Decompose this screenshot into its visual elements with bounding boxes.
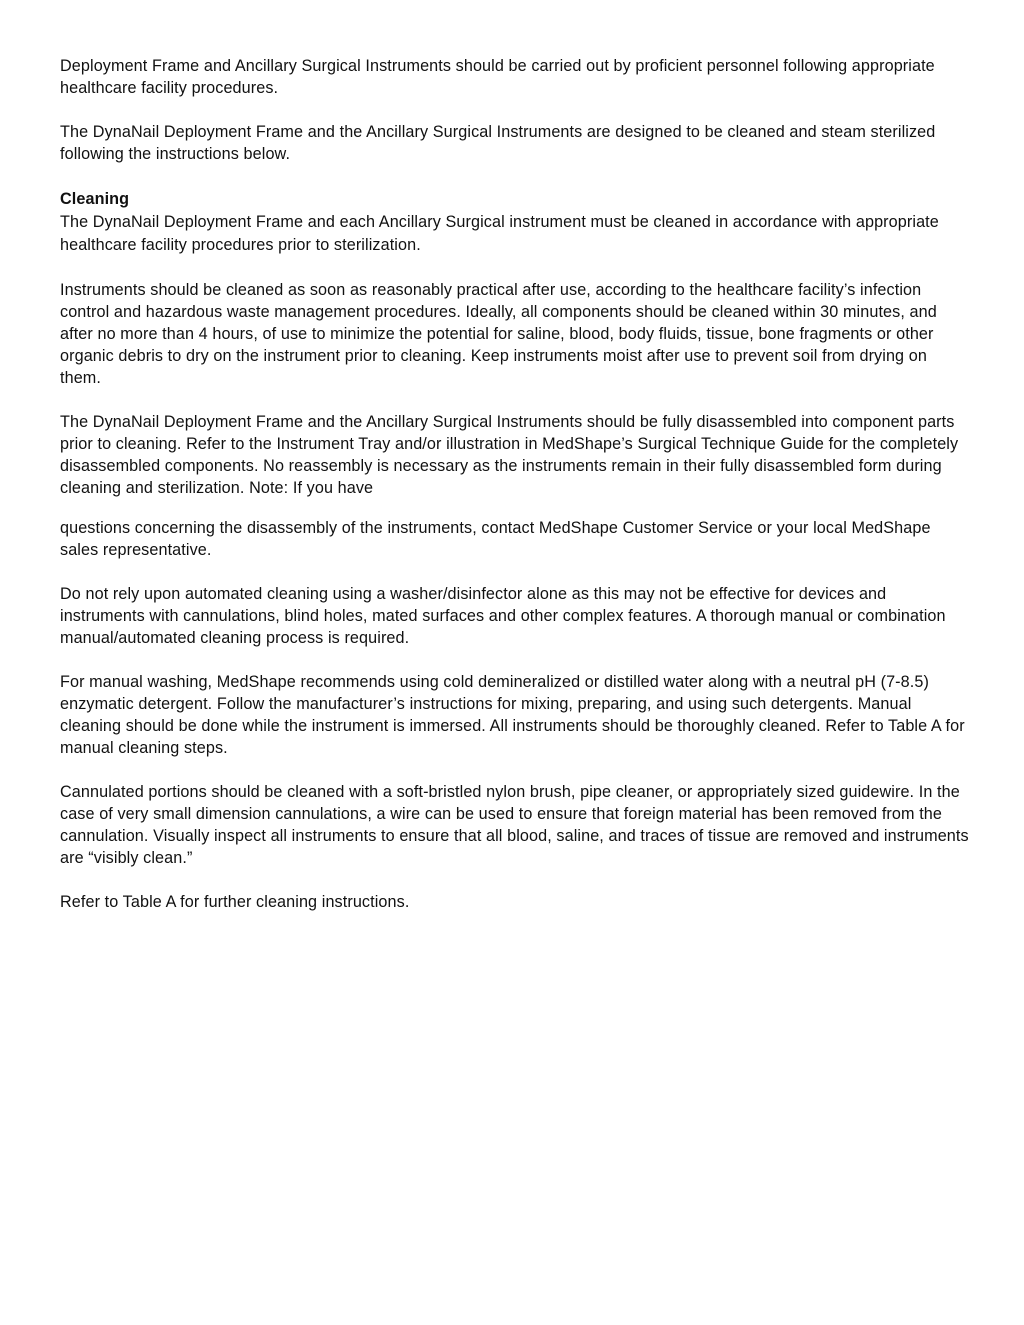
paragraph-manual-washing: For manual washing, MedShape recommends using cold demineralized or distilled water along with a neutral pH (7-8.5) enzymatic detergent. Follow the manufacturer’s instructions for mixing, preparing, and using such detergents. Manual cleaning should be done while the instrument is immersed. All instruments should be thoroughly cleaned. Refer to Table A for manual cleaning steps.	[60, 673, 965, 757]
paragraph-designed-for-sterilization: The DynaNail Deployment Frame and the Ancillary Surgical Instruments are designed to be cleaned and steam sterilized following the instructions below.	[60, 123, 936, 163]
paragraph-cleaning-intro: The DynaNail Deployment Frame and each Ancillary Surgical instrument must be cleaned in accordance with appropriate healthcare facility procedures prior to sterilization.	[60, 213, 939, 254]
paragraph-personnel: Deployment Frame and Ancillary Surgical Instruments should be carried out by proficient personnel following appropriate healthcare facility procedures.	[60, 57, 935, 97]
paragraph-cannulated-portions: Cannulated portions should be cleaned with a soft-bristled nylon brush, pipe cleaner, or appropriately sized guidewire. In the case of very small dimension cannulations, a wire can be used to ensure that foreign material has been removed from the cannulation. Visually inspect all instruments to ensure that all blood, saline, and traces of tissue are removed and instruments are “visibly clean.”	[60, 783, 969, 867]
paragraph-automated-cleaning: Do not rely upon automated cleaning using a washer/disinfector alone as this may not be effective for devices and instruments with cannulations, blind holes, mated surfaces and other complex features. A thorough manual or combination manual/automated cleaning process is required.	[60, 585, 946, 647]
paragraph-cleaning-timing: Instruments should be cleaned as soon as reasonably practical after use, according to the healthcare facility’s infection control and hazardous waste management procedures. Ideally, all components should be cleaned within 30 minutes, and after no more than 4 hours, of use to minimize the potential for saline, blood, body fluids, tissue, bone fragments or other organic debris to dry on the instrument prior to cleaning. Keep instruments moist after use to prevent soil from drying on them.	[60, 281, 937, 387]
paragraph-disassembly-questions: questions concerning the disassembly of the instruments, contact MedShape Customer Service or your local MedShape sales representative.	[60, 519, 931, 559]
section-heading-cleaning: Cleaning	[60, 190, 130, 208]
paragraph-disassembly: The DynaNail Deployment Frame and the Ancillary Surgical Instruments should be fully disassembled into component parts prior to cleaning. Refer to the Instrument Tray and/or illustration in MedShape’s Surgical Technique Guide for the completely disassembled components. No reassembly is necessary as the instruments remain in their fully disassembled form during cleaning and sterilization. Note: If you have	[60, 413, 959, 497]
document-body	[60, 55, 970, 935]
paragraph-refer-table-a: Refer to Table A for further cleaning instructions.	[60, 893, 410, 911]
